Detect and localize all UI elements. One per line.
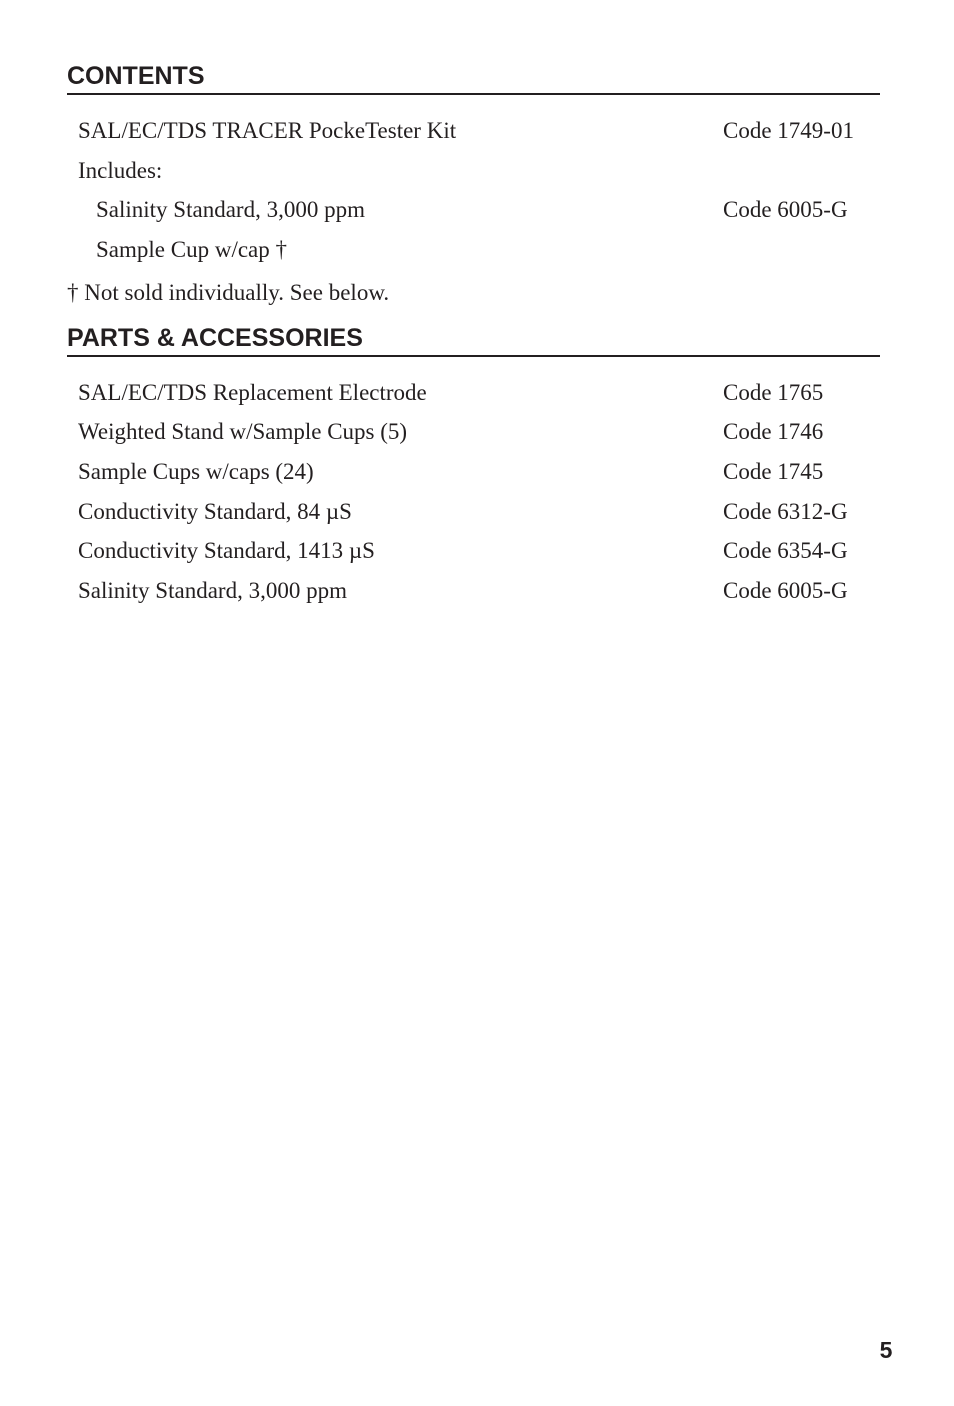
parts-item — [0, 536, 954, 566]
item-name: Sample Cups w/caps (24) — [78, 459, 314, 484]
contents-item-kit — [0, 116, 954, 146]
item-code: Code 6312-G — [723, 499, 848, 524]
item-name: Salinity Standard, 3,000 ppm — [78, 578, 347, 603]
item-code: Code 1746 — [723, 419, 824, 444]
item-name: Conductivity Standard, 84 µS — [78, 499, 352, 524]
item-code: Code 6354-G — [723, 538, 848, 563]
item-name: Includes: — [78, 158, 163, 183]
item-name: Conductivity Standard, 1413 µS — [78, 538, 375, 563]
item-code: Code 6005-G — [723, 197, 848, 222]
contents-item-salinity-standard — [0, 195, 954, 225]
item-name: Salinity Standard, 3,000 ppm — [96, 197, 365, 222]
parts-item — [0, 576, 954, 606]
item-code: Code 1749-01 — [723, 118, 854, 143]
item-name: Weighted Stand w/Sample Cups (5) — [78, 419, 408, 444]
item-code: Code 1765 — [723, 380, 824, 405]
item-name: Sample Cup w/cap † — [96, 237, 287, 262]
parts-item — [0, 417, 954, 447]
page-number: 5 — [879, 1337, 893, 1363]
parts-item — [0, 378, 954, 408]
contents-item-includes — [0, 156, 954, 186]
item-name: SAL/EC/TDS Replacement Electrode — [78, 380, 427, 405]
item-code: Code 6005-G — [723, 578, 848, 603]
parts-heading: PARTS & ACCESSORIES — [67, 323, 880, 357]
contents-item-sample-cup — [0, 235, 954, 265]
parts-item — [0, 457, 954, 487]
item-name: SAL/EC/TDS TRACER PockeTester Kit — [78, 118, 457, 143]
footnote: † Not sold individually. See below. — [67, 280, 390, 305]
parts-item — [0, 497, 954, 527]
contents-heading: CONTENTS — [67, 61, 880, 95]
item-code: Code 1745 — [723, 459, 824, 484]
